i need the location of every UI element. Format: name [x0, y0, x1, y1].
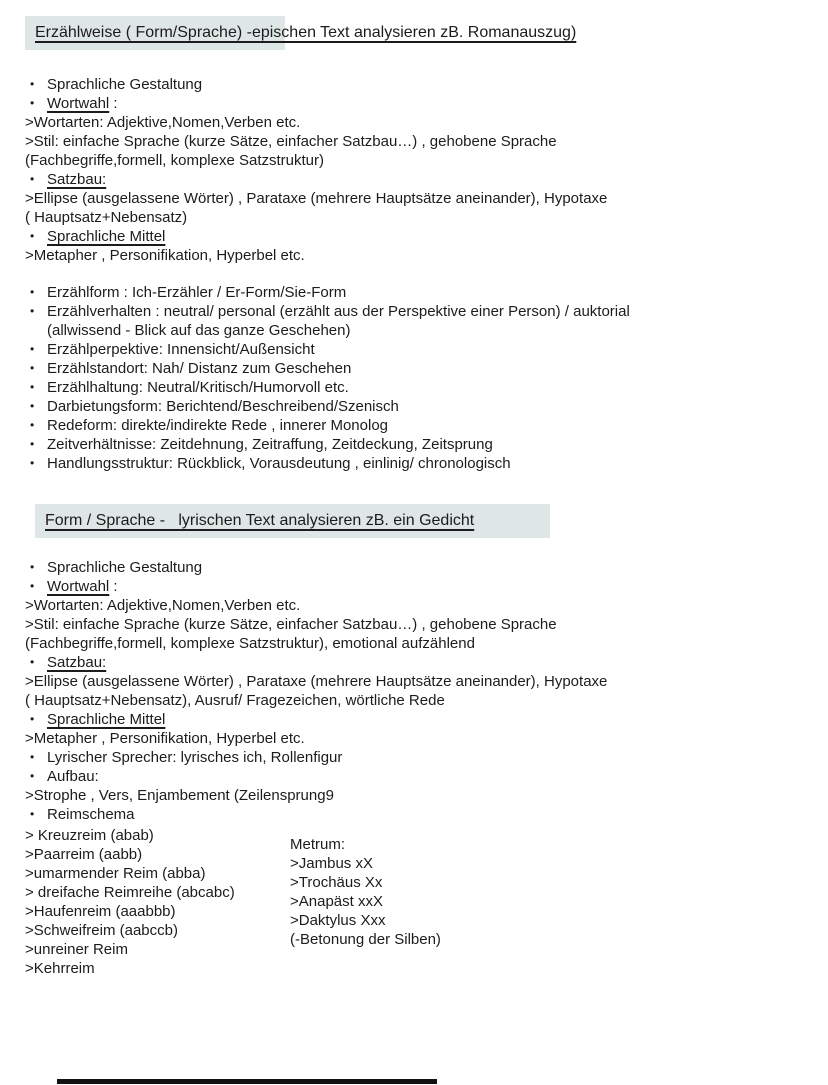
line-text: Handlungsstruktur: Rückblick, Vorausdeutung , einlinig/ chronologisch [47, 455, 511, 472]
text-line [0, 151, 828, 170]
document-page [0, 16, 828, 1085]
line-text: >Paarreim (aabb) [25, 846, 143, 863]
line-text: >Ellipse (ausgelassene Wörter) , Parataxe (mehrere Hauptsätze aneinander), Hypotaxe [25, 673, 608, 690]
line-text: >Wortarten: Adjektive,Nomen,Verben etc. [25, 114, 301, 131]
text-line [0, 302, 828, 321]
line-text: Metrum: [290, 836, 346, 853]
text-line [265, 854, 441, 873]
text-line [0, 710, 828, 729]
line-text: >Kehrreim [25, 960, 95, 977]
line-text: (allwissend - Blick auf das ganze Geschehen) [47, 322, 351, 339]
line-text: (Fachbegriffe,formell, komplexe Satzstruktur), emotional aufzählend [25, 635, 475, 652]
text-line [0, 864, 265, 883]
text-line [0, 748, 828, 767]
line-text: ( Hauptsatz+Nebensatz) [25, 209, 188, 226]
underlined-term: Sprachliche Mittel [47, 228, 166, 245]
line-text: Sprachliche Gestaltung [47, 559, 203, 576]
line-text: >Metapher , Personifikation, Hyperbel etc. [25, 247, 305, 264]
line-text: Redeform: direkte/indirekte Rede , innerer Monolog [47, 417, 389, 434]
text-line [0, 208, 828, 227]
reim-metrum-columns [0, 826, 828, 978]
text-line [265, 930, 441, 949]
bullet-icon: • [30, 172, 35, 186]
line-text: >Stil: einfache Sprache (kurze Sätze, einfacher Satzbau…) , gehobene Sprache [25, 616, 557, 633]
list-episch-erzaehltechnik [0, 283, 828, 473]
underlined-term: Satzbau: [47, 171, 107, 188]
text-line [0, 826, 265, 845]
bullet-icon: • [30, 456, 35, 470]
line-text: >umarmender Reim (abba) [25, 865, 206, 882]
bullet-icon: • [30, 655, 35, 669]
text-line [0, 558, 828, 577]
bullet-icon: • [30, 229, 35, 243]
bullet-icon: • [30, 437, 35, 451]
text-line [0, 113, 828, 132]
line-text: Erzählhaltung: Neutral/Kritisch/Humorvoll etc. [47, 379, 349, 396]
line-text: >unreiner Reim [25, 941, 128, 958]
line-text: >Stil: einfache Sprache (kurze Sätze, einfacher Satzbau…) , gehobene Sprache [25, 133, 557, 150]
line-text: > Kreuzreim (abab) [25, 827, 154, 844]
bullet-icon: • [30, 304, 35, 318]
text-line [0, 132, 828, 151]
text-line [265, 892, 441, 911]
text-line [0, 959, 265, 978]
text-line [0, 416, 828, 435]
line-text: : [109, 578, 118, 595]
text-line [0, 359, 828, 378]
bullet-icon: • [30, 560, 35, 574]
text-line [0, 845, 265, 864]
text-line [0, 672, 828, 691]
text-line [0, 786, 828, 805]
bullet-icon: • [30, 96, 35, 110]
text-line [0, 805, 828, 824]
text-line [0, 883, 265, 902]
text-line [0, 767, 828, 786]
line-text: >Wortarten: Adjektive,Nomen,Verben etc. [25, 597, 301, 614]
section-heading-lyrisch [35, 504, 828, 538]
text-line [0, 321, 828, 340]
line-text: (-Betonung der Silben) [290, 931, 441, 948]
list-lyrisch-sprachliche-gestaltung [0, 558, 828, 824]
line-text: Erzählperpektive: Innensicht/Außensicht [47, 341, 315, 358]
line-text: Erzählstandort: Nah/ Distanz zum Geschehen [47, 360, 352, 377]
bullet-icon: • [30, 769, 35, 783]
bullet-icon: • [30, 342, 35, 356]
heading-text: Erzählweise ( Form/Sprache) -epischen Text analysieren zB. Romanauszug) [35, 24, 577, 41]
list-episch-sprachliche-gestaltung [0, 75, 828, 265]
text-line [0, 596, 828, 615]
text-line [0, 902, 265, 921]
reimschema-column [0, 826, 265, 978]
text-line [0, 615, 828, 634]
line-text: Lyrischer Sprecher: lyrisches ich, Rollenfigur [47, 749, 343, 766]
text-line [0, 921, 265, 940]
line-text: >Ellipse (ausgelassene Wörter) , Parataxe (mehrere Hauptsätze aneinander), Hypotaxe [25, 190, 608, 207]
line-text: >Jambus xX [290, 855, 373, 872]
text-line [265, 911, 441, 930]
bullet-icon: • [30, 77, 35, 91]
text-line [0, 435, 828, 454]
line-text: Erzählform : Ich-Erzähler / Er-Form/Sie-Form [47, 284, 347, 301]
underlined-term: Sprachliche Mittel [47, 711, 166, 728]
line-text: ( Hauptsatz+Nebensatz), Ausruf/ Fragezeichen, wörtliche Rede [25, 692, 445, 709]
bullet-icon: • [30, 380, 35, 394]
line-text: >Anapäst xxX [290, 893, 383, 910]
bullet-icon: • [30, 399, 35, 413]
line-text: Aufbau: [47, 768, 99, 785]
bullet-icon: • [30, 807, 35, 821]
text-line [0, 340, 828, 359]
text-line [0, 454, 828, 473]
line-text: : [109, 95, 118, 112]
bullet-icon: • [30, 418, 35, 432]
line-text: >Metapher , Personifikation, Hyperbel etc. [25, 730, 305, 747]
text-line [0, 170, 828, 189]
line-text: Darbietungsform: Berichtend/Beschreibend/Szenisch [47, 398, 399, 415]
text-line [0, 397, 828, 416]
line-text: Zeitverhältnisse: Zeitdehnung, Zeitraffung, Zeitdeckung, Zeitsprung [47, 436, 493, 453]
line-text: >Schweifreim (aabccb) [25, 922, 178, 939]
text-line [265, 873, 441, 892]
heading-text: Form / Sprache - lyrischen Text analysieren zB. ein Gedicht [45, 512, 475, 529]
metrum-column [265, 835, 441, 978]
bullet-icon: • [30, 579, 35, 593]
section-heading-episch [25, 16, 828, 50]
text-line [0, 729, 828, 748]
text-line [0, 75, 828, 94]
page-bottom-rule [57, 1079, 437, 1084]
text-line [0, 246, 828, 265]
line-text: >Trochäus Xx [290, 874, 383, 891]
underlined-term: Satzbau: [47, 654, 107, 671]
line-text: >Strophe , Vers, Enjambement (Zeilensprung9 [25, 787, 334, 804]
text-line [0, 227, 828, 246]
underlined-term: Wortwahl [47, 578, 110, 595]
bullet-icon: • [30, 750, 35, 764]
bullet-icon: • [30, 712, 35, 726]
underlined-term: Wortwahl [47, 95, 110, 112]
text-line [0, 94, 828, 113]
text-line [0, 653, 828, 672]
text-line [0, 940, 265, 959]
text-line [0, 283, 828, 302]
text-line [0, 378, 828, 397]
line-text: Sprachliche Gestaltung [47, 76, 203, 93]
bullet-icon: • [30, 285, 35, 299]
text-line [0, 189, 828, 208]
line-text: >Haufenreim (aaabbb) [25, 903, 176, 920]
line-text: >Daktylus Xxx [290, 912, 386, 929]
line-text: Reimschema [47, 806, 135, 823]
line-text: > dreifache Reimreihe (abcabc) [25, 884, 235, 901]
bullet-icon: • [30, 361, 35, 375]
text-line [0, 577, 828, 596]
text-line [265, 835, 441, 854]
line-text: Erzählverhalten : neutral/ personal (erzählt aus der Perspektive einer Person) / auktorial [47, 303, 630, 320]
line-text: (Fachbegriffe,formell, komplexe Satzstruktur) [25, 152, 324, 169]
text-line [0, 634, 828, 653]
text-line [0, 691, 828, 710]
